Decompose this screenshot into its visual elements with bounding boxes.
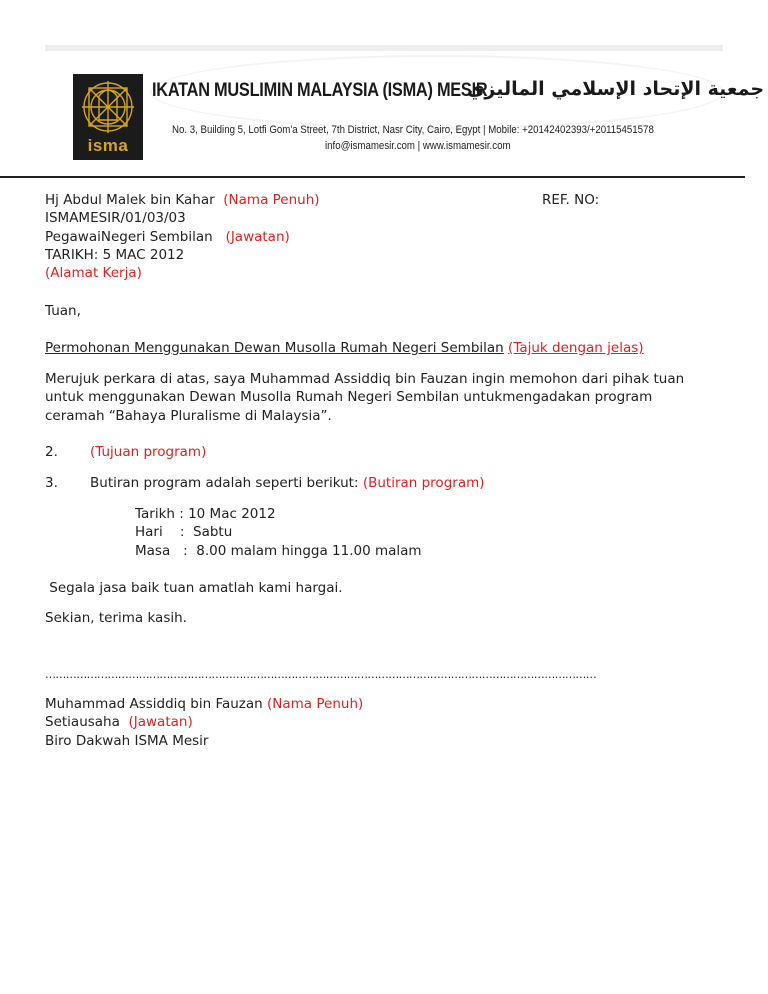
recipient-address-hint: (Alamat Kerja)	[45, 265, 142, 281]
item-2-hint: (Tujuan program)	[90, 444, 207, 460]
signature-line: ……………………………………………………………………………………………………………………………………………	[45, 668, 597, 681]
letter-date: TARIKH: 5 MAC 2012	[45, 247, 185, 263]
organization-contact: info@ismamesir.com | www.ismamesir.com	[325, 140, 511, 152]
isma-logo	[73, 74, 143, 160]
salutation: Tuan,	[45, 303, 81, 319]
detail-date: Tarikh : 10 Mac 2012	[135, 506, 276, 522]
recipient-position: PegawaiNegeri Sembilan	[45, 229, 213, 245]
signatory-name-line	[45, 696, 363, 712]
item-3-text: Butiran program adalah seperti berikut:	[90, 475, 359, 491]
detail-time: Masa : 8.00 malam hingga 11.00 malam	[135, 543, 422, 559]
recipient-name-hint: (Nama Penuh)	[223, 192, 320, 208]
ref-number: ISMAMESIR/01/03/03	[45, 210, 186, 226]
recipient-name-line	[45, 192, 320, 208]
subject-line	[45, 340, 644, 356]
detail-day: Hari : Sabtu	[135, 524, 233, 540]
ref-label: REF. NO:	[542, 192, 600, 208]
recipient-position-hint: (Jawatan)	[225, 229, 290, 245]
logo-text: isma	[87, 136, 129, 155]
item-3-line	[90, 475, 485, 491]
signatory-position-line	[45, 714, 193, 730]
signatory-position: Setiausaha	[45, 714, 120, 730]
paragraph-1-line-3: ceramah “Bahaya Pluralisme di Malaysia”.	[45, 408, 332, 424]
letterhead-divider	[0, 176, 745, 178]
paragraph-1-line-1: Merujuk perkara di atas, saya Muhammad Assiddiq bin Fauzan ingin memohon dari pihak tuan	[45, 371, 685, 387]
signatory-name-hint: (Nama Penuh)	[267, 696, 364, 712]
item-2-number: 2.	[45, 444, 58, 460]
letterhead-band	[45, 45, 723, 51]
item-3-hint: (Butiran program)	[362, 475, 485, 491]
subject: Permohonan Menggunakan Dewan Musolla Rumah Negeri Sembilan	[45, 340, 504, 356]
closing-thanks: Sekian, terima kasih.	[45, 610, 187, 626]
signatory-position-hint: (Jawatan)	[128, 714, 193, 730]
recipient-name: Hj Abdul Malek bin Kahar	[45, 192, 215, 208]
organization-name-arabic: جمعية الإتحاد الإسلامي الماليزي	[467, 78, 765, 100]
organization-name: IKATAN MUSLIMIN MALAYSIA (ISMA) MESIR	[152, 80, 488, 101]
organization-address: No. 3, Building 5, Lotfi Gom'a Street, 7th District, Nasr City, Cairo, Egypt | Mobile: +20142402393/+20115451578	[172, 124, 654, 136]
signatory-unit: Biro Dakwah ISMA Mesir	[45, 733, 209, 749]
isma-emblem-icon	[73, 76, 143, 138]
paragraph-1-line-2: untuk menggunakan Dewan Musolla Rumah Negeri Sembilan untukmengadakan program	[45, 389, 653, 405]
subject-hint: (Tajuk dengan jelas)	[508, 340, 644, 356]
recipient-position-line	[45, 229, 290, 245]
item-3-number: 3.	[45, 475, 58, 491]
closing-appreciation: Segala jasa baik tuan amatlah kami hargai.	[45, 580, 343, 596]
signatory-name: Muhammad Assiddiq bin Fauzan	[45, 696, 263, 712]
